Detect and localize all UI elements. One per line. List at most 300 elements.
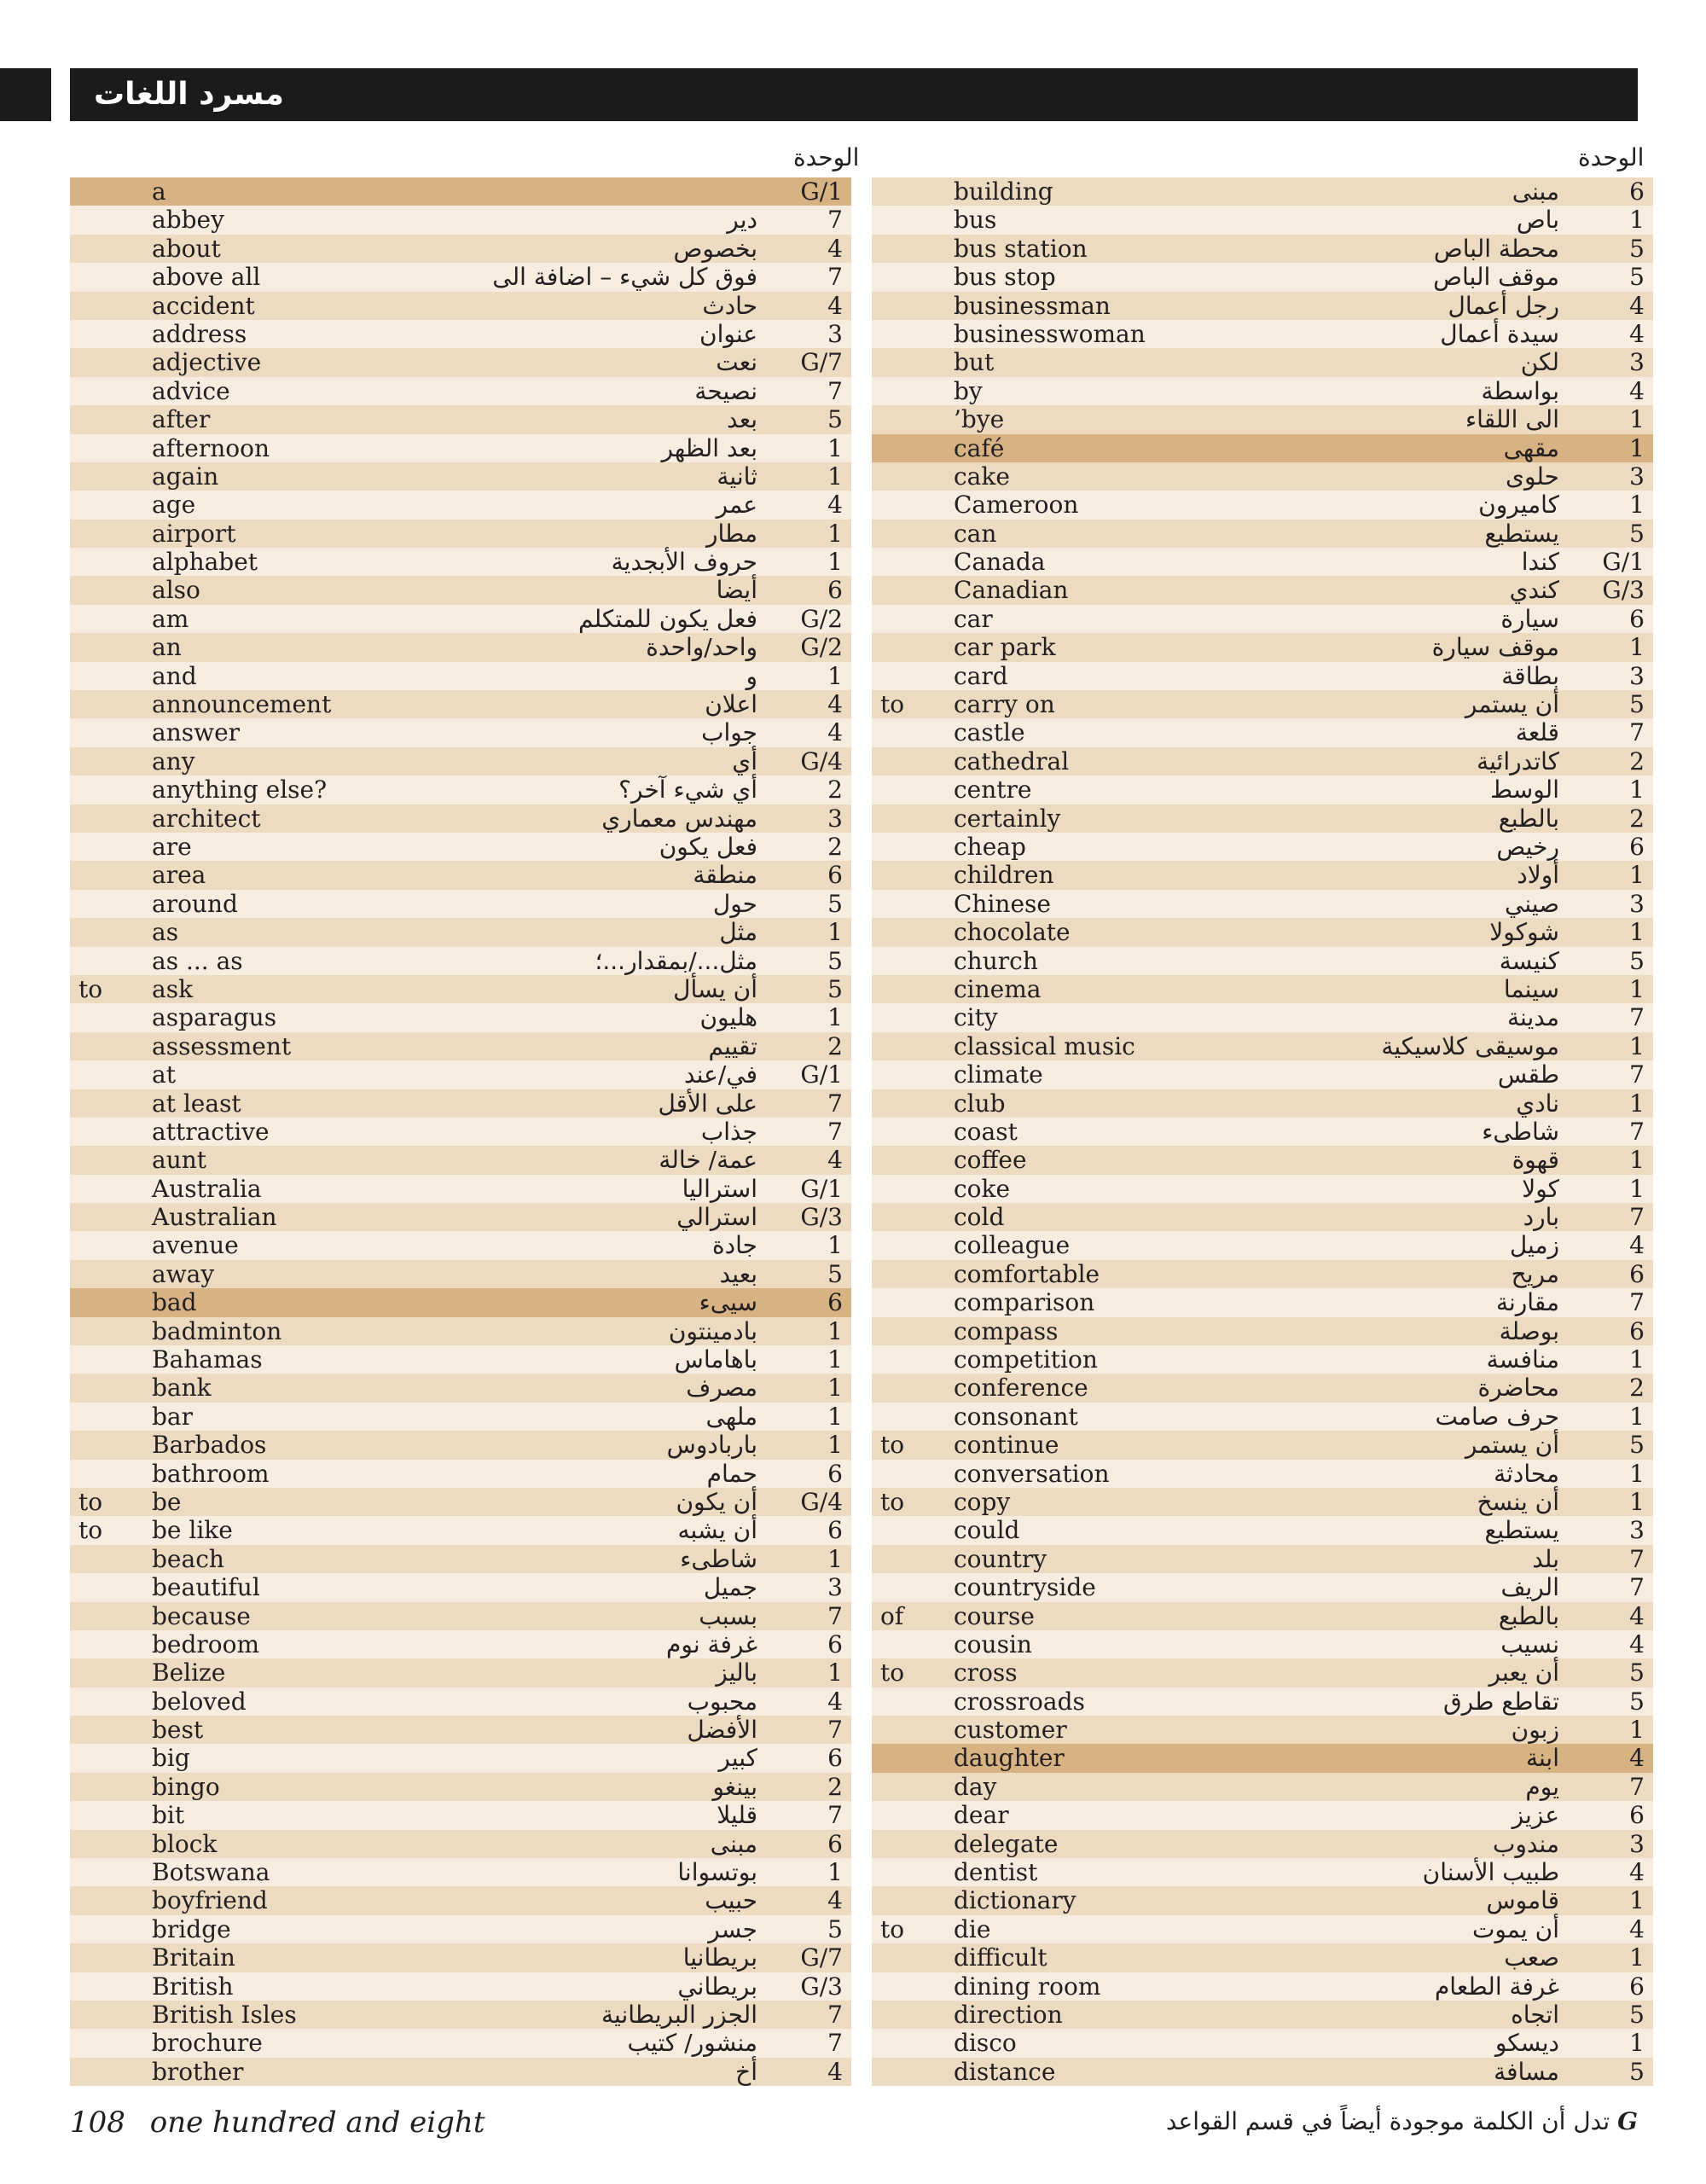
entry-unit: 3 [1629, 1516, 1645, 1545]
entry-unit: 4 [827, 1886, 843, 1915]
glossary-row [70, 1146, 851, 1174]
glossary-row [872, 804, 1653, 833]
entry-english: Australia [152, 1174, 262, 1203]
glossary-row [70, 890, 851, 918]
entry-arabic: حادث [702, 291, 757, 320]
entry-arabic: أن يستمر [1465, 1431, 1559, 1460]
entry-arabic: محطة الباص [1433, 234, 1559, 263]
glossary-row [872, 1858, 1653, 1886]
entry-english: colleague [954, 1231, 1071, 1260]
entry-unit: 6 [1629, 1972, 1645, 2001]
glossary-row [70, 1744, 851, 1772]
entry-unit: 1 [827, 548, 843, 577]
entry-unit: 1 [1629, 433, 1645, 462]
entry-english: be [152, 1487, 182, 1516]
entry-english: city [954, 1003, 998, 1032]
entry-unit: 7 [1629, 1772, 1645, 1801]
entry-english: chocolate [954, 918, 1071, 947]
glossary-row [872, 1175, 1653, 1203]
glossary-row [872, 833, 1653, 861]
column-heading-right: الوحدة [1578, 143, 1645, 171]
entry-unit: 5 [1629, 234, 1645, 263]
entry-unit: 1 [827, 1003, 843, 1032]
entry-arabic: عمر [716, 491, 757, 520]
entry-unit: 6 [827, 1744, 843, 1773]
entry-english: advice [152, 376, 230, 405]
entry-english: afternoon [152, 433, 270, 462]
entry-english: crossroads [954, 1687, 1085, 1716]
entry-unit: 1 [1629, 1886, 1645, 1915]
glossary-row [872, 1886, 1653, 1914]
entry-unit: 1 [1629, 1487, 1645, 1516]
glossary-row [872, 1374, 1653, 1402]
entry-arabic: قلعة [1515, 718, 1559, 747]
entry-arabic: زميل [1509, 1231, 1559, 1260]
column-heading-left: الوحدة [793, 143, 860, 171]
entry-english: castle [954, 718, 1025, 747]
entry-unit: G/1 [800, 177, 843, 206]
entry-unit: G/4 [800, 746, 843, 775]
entry-english: airport [152, 519, 236, 548]
glossary-row [872, 1687, 1653, 1716]
glossary-row [70, 292, 851, 320]
entry-english: area [152, 861, 206, 890]
entry-arabic: صعب [1504, 1943, 1559, 1972]
entry-arabic: مصرف [686, 1374, 757, 1403]
glossary-row [70, 1602, 851, 1630]
glossary-row [872, 1573, 1653, 1601]
entry-english: and [152, 661, 197, 690]
entry-arabic: بريطانيا [682, 1943, 757, 1972]
glossary-row [872, 320, 1653, 348]
entry-english: club [954, 1089, 1006, 1118]
entry-arabic: بالطبع [1498, 1601, 1559, 1630]
entry-unit: 4 [827, 1146, 843, 1175]
entry-english: best [152, 1716, 204, 1745]
entry-english: answer [152, 718, 241, 747]
entry-arabic: قهوة [1512, 1146, 1559, 1175]
entry-english: a [152, 177, 166, 206]
entry-arabic: أن يشبه [677, 1516, 757, 1545]
entry-english: consonant [954, 1402, 1078, 1431]
glossary-row [872, 1488, 1653, 1516]
entry-unit: 7 [827, 1716, 843, 1745]
entry-unit: 7 [827, 2001, 843, 2029]
entry-arabic: موسيقى كلاسيكية [1381, 1031, 1559, 1060]
glossary-row [70, 1716, 851, 1744]
glossary-row [70, 520, 851, 548]
glossary-row [872, 1032, 1653, 1060]
glossary-row [872, 1203, 1653, 1231]
glossary-row [872, 2029, 1653, 2057]
entry-english: as [152, 918, 179, 947]
entry-unit: 2 [1629, 746, 1645, 775]
entry-arabic: ملهى [705, 1402, 757, 1431]
entry-unit: 1 [827, 1544, 843, 1573]
glossary-row [70, 1886, 851, 1914]
entry-english: car park [954, 633, 1056, 662]
glossary-row [872, 1260, 1653, 1288]
entry-english: car [954, 604, 993, 633]
entry-arabic: تقييم [708, 1031, 757, 1060]
entry-arabic: أن يستمر [1465, 690, 1559, 719]
glossary-row [70, 633, 851, 661]
entry-unit: 6 [827, 1288, 843, 1317]
entry-arabic: أي شيء آخر؟ [618, 775, 757, 804]
entry-arabic: حمام [706, 1459, 757, 1488]
entry-english: dear [954, 1801, 1009, 1830]
entry-english: cinema [954, 974, 1042, 1003]
glossary-row [872, 1060, 1653, 1089]
entry-arabic: بينغو [712, 1772, 757, 1801]
entry-unit: 1 [827, 1858, 843, 1887]
entry-prefix: to [880, 1914, 905, 1943]
glossary-row [872, 1744, 1653, 1772]
glossary-row [872, 292, 1653, 320]
entry-arabic: منافسة [1486, 1345, 1559, 1374]
glossary-row [70, 804, 851, 833]
entry-unit: 7 [1629, 1288, 1645, 1317]
glossary-row [872, 1317, 1653, 1345]
entry-english: address [152, 319, 247, 348]
glossary-row [872, 1003, 1653, 1031]
entry-unit: 6 [827, 1459, 843, 1488]
entry-english: alphabet [152, 548, 258, 577]
entry-unit: 1 [827, 462, 843, 491]
entry-unit: G/1 [800, 1174, 843, 1203]
glossary-row [70, 718, 851, 746]
entry-english: die [954, 1914, 991, 1943]
entry-english: bus stop [954, 263, 1056, 292]
entry-english: distance [954, 2057, 1056, 2086]
entry-unit: 1 [1629, 861, 1645, 890]
entry-english: announcement [152, 690, 332, 719]
glossary-row [872, 975, 1653, 1003]
glossary-row [872, 1089, 1653, 1118]
entry-unit: 1 [827, 1402, 843, 1431]
entry-english: avenue [152, 1231, 239, 1260]
entry-unit: 1 [827, 1345, 843, 1374]
entry-english: carry on [954, 690, 1055, 719]
entry-unit: 3 [1629, 889, 1645, 918]
entry-unit: G/4 [800, 1487, 843, 1516]
entry-unit: 1 [827, 661, 843, 690]
glossary-row [872, 1288, 1653, 1316]
entry-prefix: to [880, 1431, 905, 1460]
glossary-row [872, 890, 1653, 918]
glossary-row [70, 1231, 851, 1259]
left-edge-bar [0, 68, 51, 121]
glossary-row [872, 1545, 1653, 1573]
entry-arabic: حبيب [705, 1886, 757, 1915]
entry-unit: 5 [1629, 2057, 1645, 2086]
entry-english: difficult [954, 1943, 1047, 1972]
entry-arabic: عزيز [1512, 1801, 1559, 1830]
glossary-row [70, 434, 851, 462]
entry-arabic: بعد الظهر [661, 433, 757, 462]
entry-unit: 5 [1629, 2001, 1645, 2029]
entry-unit: 3 [1629, 1829, 1645, 1858]
glossary-row [872, 1830, 1653, 1858]
entry-unit: G/3 [800, 1203, 843, 1232]
entry-arabic: شاطىء [1482, 1117, 1559, 1146]
entry-arabic: بخصوص [673, 234, 757, 263]
entry-arabic: نادي [1516, 1089, 1559, 1118]
glossary-row [872, 1231, 1653, 1259]
entry-english: attractive [152, 1117, 270, 1146]
entry-unit: 5 [1629, 519, 1645, 548]
entry-arabic: مدينة [1507, 1003, 1559, 1032]
entry-unit: 3 [1629, 462, 1645, 491]
entry-arabic: بعد [727, 405, 757, 434]
entry-english: could [954, 1516, 1020, 1545]
entry-unit: 4 [1629, 291, 1645, 320]
glossary-row [872, 348, 1653, 376]
glossary-row [70, 548, 851, 576]
entry-arabic: جواب [701, 718, 757, 747]
entry-unit: 4 [1629, 1914, 1645, 1943]
glossary-row [70, 662, 851, 690]
entry-arabic: واحد/واحدة [646, 633, 757, 662]
entry-unit: 7 [1629, 1003, 1645, 1032]
entry-unit: G/2 [800, 633, 843, 662]
entry-arabic: بوتسوانا [677, 1858, 757, 1887]
glossary-row [70, 1431, 851, 1459]
entry-unit: 1 [1629, 633, 1645, 662]
entry-unit: 1 [1629, 1146, 1645, 1175]
entry-unit: 7 [1629, 1203, 1645, 1232]
entry-unit: 1 [827, 1658, 843, 1687]
entry-english: brochure [152, 2029, 263, 2058]
entry-unit: 5 [1629, 946, 1645, 975]
entry-english: cross [954, 1658, 1018, 1687]
entry-english: climate [954, 1060, 1043, 1089]
entry-english: copy [954, 1487, 1011, 1516]
entry-english: bar [152, 1402, 194, 1431]
glossary-row [70, 1374, 851, 1402]
entry-unit: 5 [827, 1259, 843, 1288]
entry-english: block [152, 1829, 218, 1858]
entry-unit: 6 [1629, 1801, 1645, 1830]
entry-english: again [152, 462, 219, 491]
glossary-row [70, 320, 851, 348]
entry-unit: 2 [1629, 1374, 1645, 1403]
entry-unit: 6 [1629, 1259, 1645, 1288]
entry-english: comparison [954, 1288, 1095, 1317]
glossary-row [70, 775, 851, 804]
page-number-words: one hundred and eight [149, 2106, 485, 2140]
glossary-row [872, 1716, 1653, 1744]
entry-arabic: حروف الأبجدية [611, 548, 757, 577]
entry-arabic: مقهى [1503, 433, 1559, 462]
glossary-row [70, 1630, 851, 1658]
entry-unit: 4 [827, 718, 843, 747]
glossary-row [70, 1972, 851, 2001]
entry-english: above all [152, 263, 261, 292]
entry-english: Britain [152, 1943, 235, 1972]
entry-arabic: اتجاه [1511, 2001, 1559, 2029]
entry-english: dining room [954, 1972, 1101, 2001]
entry-unit: G/3 [800, 1972, 843, 2001]
entry-unit: 1 [1629, 1402, 1645, 1431]
entry-english: compass [954, 1316, 1059, 1345]
entry-unit: 1 [827, 519, 843, 548]
glossary-row [70, 1089, 851, 1118]
entry-english: big [152, 1744, 190, 1773]
entry-arabic: مبنى [710, 1829, 757, 1858]
entry-english: country [954, 1544, 1047, 1573]
entry-english: Australian [152, 1203, 277, 1232]
entry-arabic: جسر [708, 1914, 757, 1943]
entry-unit: 3 [1629, 348, 1645, 377]
entry-arabic: نعت [716, 348, 757, 377]
entry-english: dentist [954, 1858, 1038, 1887]
entry-arabic: شوكولا [1489, 918, 1559, 947]
glossary-row [872, 576, 1653, 604]
glossary-row [70, 1203, 851, 1231]
entry-unit: 1 [1629, 918, 1645, 947]
entry-english: architect [152, 804, 261, 833]
entry-english: cake [954, 462, 1010, 491]
entry-english: comfortable [954, 1259, 1100, 1288]
entry-arabic: مسافة [1494, 2057, 1559, 2086]
entry-unit: 7 [827, 1601, 843, 1630]
entry-english: children [954, 861, 1054, 890]
entry-unit: 3 [827, 319, 843, 348]
entry-unit: 1 [1629, 1031, 1645, 1060]
entry-unit: 4 [827, 1687, 843, 1716]
glossary-row [70, 235, 851, 263]
entry-arabic: شاطىء [680, 1544, 757, 1573]
glossary-row [872, 405, 1653, 433]
entry-unit: 3 [1629, 661, 1645, 690]
entry-unit: 7 [1629, 1117, 1645, 1146]
glossary-row [872, 1431, 1653, 1459]
entry-unit: 5 [827, 405, 843, 434]
entry-english: be like [152, 1516, 233, 1545]
entry-unit: 4 [1629, 1744, 1645, 1773]
entry-unit: 6 [827, 1516, 843, 1545]
glossary-row [872, 206, 1653, 234]
entry-unit: 1 [1629, 974, 1645, 1003]
entry-arabic: بالطبع [1498, 804, 1559, 833]
entry-english: daughter [954, 1744, 1065, 1773]
glossary-row [70, 690, 851, 718]
entry-arabic: يستطيع [1484, 519, 1559, 548]
entry-english: age [152, 491, 196, 520]
entry-unit: 5 [827, 974, 843, 1003]
entry-english: British [152, 1972, 234, 2001]
entry-arabic: مثل [719, 918, 757, 947]
entry-unit: 1 [1629, 1459, 1645, 1488]
glossary-row [70, 462, 851, 491]
entry-arabic: مبنى [1512, 177, 1559, 206]
entry-arabic: محبوب [687, 1687, 757, 1716]
entry-arabic: أي [732, 746, 757, 775]
page-number: 108 [70, 2106, 125, 2140]
entry-arabic: كندي [1509, 576, 1559, 605]
entry-english: bedroom [152, 1629, 260, 1658]
entry-arabic: أولاد [1517, 861, 1559, 890]
entry-arabic: قاموس [1486, 1886, 1559, 1915]
entry-english: church [954, 946, 1038, 975]
entry-unit: 1 [827, 1231, 843, 1260]
entry-unit: 6 [1629, 1316, 1645, 1345]
entry-arabic: بطاقة [1501, 661, 1559, 690]
entry-english: beloved [152, 1687, 247, 1716]
entry-arabic: أن يموت [1471, 1914, 1559, 1943]
entry-english: countryside [954, 1573, 1096, 1602]
entry-unit: 1 [1629, 775, 1645, 804]
entry-arabic: بارد [1523, 1203, 1559, 1232]
entry-arabic: في/عند [683, 1060, 757, 1089]
entry-arabic: مثل.../بمقدار...؛ [595, 946, 757, 975]
entry-prefix: to [78, 974, 103, 1003]
entry-arabic: كاتدرائية [1477, 746, 1559, 775]
entry-unit: G/1 [800, 1060, 843, 1089]
entry-unit: 5 [827, 1914, 843, 1943]
entry-english: continue [954, 1431, 1059, 1460]
glossary-row [872, 690, 1653, 718]
entry-unit: 4 [1629, 1629, 1645, 1658]
entry-arabic: أيضا [716, 576, 757, 605]
page-title: مسرد اللغات [94, 77, 284, 112]
entry-arabic: فعل يكون للمتكلم [578, 604, 757, 633]
entry-unit: 7 [827, 376, 843, 405]
entry-english: because [152, 1601, 251, 1630]
entry-unit: 4 [1629, 319, 1645, 348]
entry-english: any [152, 746, 195, 775]
entry-english: coke [954, 1174, 1011, 1203]
entry-unit: 1 [1629, 1174, 1645, 1203]
entry-english: Cameroon [954, 491, 1079, 520]
entry-prefix: of [880, 1601, 904, 1630]
glossary-row [872, 1118, 1653, 1146]
entry-english: classical music [954, 1031, 1135, 1060]
entry-english: competition [954, 1345, 1098, 1374]
entry-english: conversation [954, 1459, 1110, 1488]
entry-english: building [954, 177, 1053, 206]
entry-unit: 2 [1629, 804, 1645, 833]
glossary-row [70, 861, 851, 889]
entry-arabic: على الأقل [658, 1089, 757, 1118]
glossary-row [70, 2029, 851, 2057]
entry-arabic: ثانية [717, 462, 757, 491]
entry-arabic: طقس [1497, 1060, 1559, 1089]
glossary-row [872, 2058, 1653, 2086]
title-bar [70, 68, 1638, 121]
entry-arabic: منشور/ كتيب [627, 2029, 757, 2058]
glossary-row [872, 947, 1653, 975]
entry-english: bank [152, 1374, 212, 1403]
entry-arabic: هليون [699, 1003, 757, 1032]
entry-english: cheap [954, 832, 1026, 861]
entry-english: bingo [152, 1772, 220, 1801]
entry-arabic: رخيص [1496, 832, 1559, 861]
entry-arabic: مقارنة [1495, 1288, 1559, 1317]
entry-arabic: بواسطة [1481, 376, 1559, 405]
entry-unit: 4 [1629, 1231, 1645, 1260]
glossary-row [70, 975, 851, 1003]
entry-unit: 6 [827, 1629, 843, 1658]
glossary-row [872, 1516, 1653, 1544]
entry-english: Bahamas [152, 1345, 263, 1374]
entry-arabic: أن يكون [676, 1487, 757, 1516]
entry-arabic: الوسط [1490, 775, 1559, 804]
entry-unit: 5 [1629, 690, 1645, 719]
glossary-row [872, 775, 1653, 804]
entry-arabic: بريطاني [677, 1972, 757, 2001]
